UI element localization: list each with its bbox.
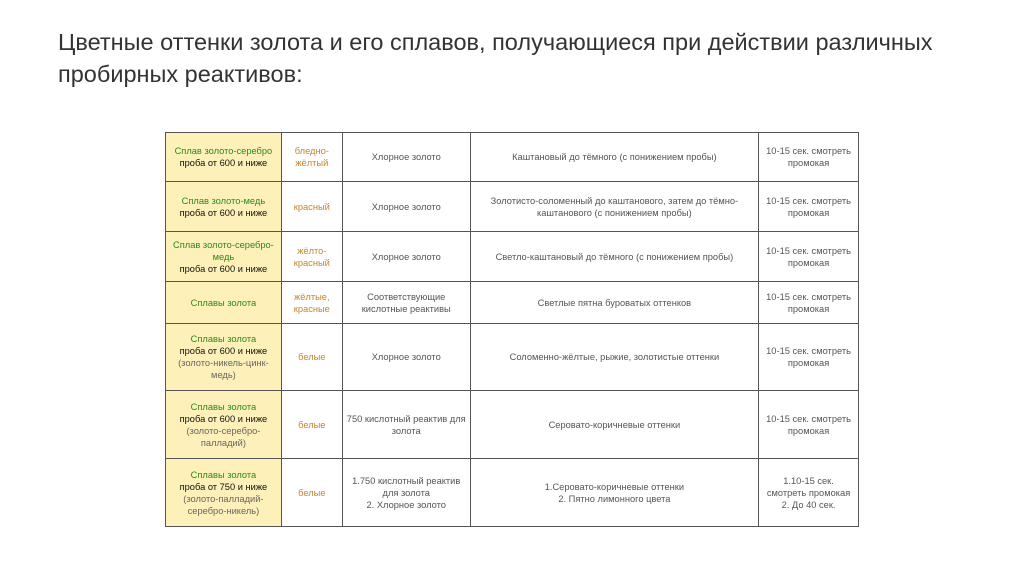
alloy-name: Сплав золото-медь	[181, 195, 266, 206]
alloy-probe: проба от 600 и ниже	[179, 413, 268, 424]
time-cell: 1.10-15 сек. смотреть промокая 2. До 40 сек.	[759, 459, 859, 527]
time-cell: 10-15 сек. смотреть промокая	[759, 391, 859, 459]
time-cell: 10-15 сек. смотреть промокая	[759, 232, 859, 282]
alloy-cell	[166, 232, 282, 282]
alloy-cell	[166, 133, 282, 182]
reagent-cell: Хлорное золото	[342, 182, 470, 232]
color-cell: красный	[281, 182, 342, 232]
alloy-probe: проба от 600 и ниже	[179, 207, 268, 218]
alloy-composition: (золото-серебро-палладий)	[186, 425, 261, 448]
result-cell: Соломенно-жёлтые, рыжие, золотистые оттенки	[470, 324, 758, 391]
color-cell: бледно-жёлтый	[281, 133, 342, 182]
result-cell: Светло-каштановый до тёмного (с понижением пробы)	[470, 232, 758, 282]
reagent-cell: 750 кислотный реактив для золота	[342, 391, 470, 459]
table-row	[166, 282, 859, 324]
alloy-name: Сплав золото-серебро-медь	[173, 239, 274, 262]
alloy-name: Сплавы золота	[190, 334, 257, 344]
result-cell: Светлые пятна буроватых оттенков	[470, 282, 758, 324]
color-cell: жёлто-красный	[281, 232, 342, 282]
reagent-cell: Хлорное золото	[342, 232, 470, 282]
alloy-cell	[166, 282, 282, 324]
alloy-name: Сплавы золота	[190, 469, 257, 480]
alloy-cell	[166, 324, 282, 391]
time-cell: 10-15 сек. смотреть промокая	[759, 282, 859, 324]
reagent-table	[165, 132, 859, 527]
result-cell: Серовато-коричневые оттенки	[470, 391, 758, 459]
result-cell: Золотисто-соломенный до каштанового, затем до тёмно-каштанового (с понижением пробы)	[470, 182, 758, 232]
alloy-probe: проба от 600 и ниже	[179, 346, 268, 356]
slide-title: Цветные оттенки золота и его сплавов, получающиеся при действии различных пробирных реактивов:	[58, 29, 933, 87]
table-row	[166, 232, 859, 282]
color-cell: белые	[281, 324, 342, 391]
alloy-cell	[166, 182, 282, 232]
table-row	[166, 459, 859, 527]
alloy-probe: проба от 600 и ниже	[179, 263, 268, 274]
alloy-cell	[166, 391, 282, 459]
reagent-cell: Хлорное золото	[342, 324, 470, 391]
table-row	[166, 133, 859, 182]
time-cell: 10-15 сек. смотреть промокая	[759, 133, 859, 182]
alloy-probe: проба от 600 и ниже	[179, 158, 268, 168]
alloy-composition: (золото-никель-цинк-медь)	[178, 358, 269, 380]
reagent-cell: 1.750 кислотный реактив для золота 2. Хлорное золото	[342, 459, 470, 527]
reagent-cell: Соответствующие кислотные реактивы	[342, 282, 470, 324]
table-row	[166, 182, 859, 232]
alloy-name: Сплавы золота	[190, 297, 257, 308]
alloy-probe: проба от 750 и ниже	[179, 481, 268, 492]
table-row	[166, 391, 859, 459]
time-cell: 10-15 сек. смотреть промокая	[759, 324, 859, 391]
color-cell: белые	[281, 391, 342, 459]
result-cell: Каштановый до тёмного (с понижением пробы)	[470, 133, 758, 182]
alloy-name: Сплав золото-серебро	[174, 146, 273, 156]
alloy-cell	[166, 459, 282, 527]
color-cell: жёлтые, красные	[281, 282, 342, 324]
alloy-name: Сплавы золота	[190, 401, 257, 412]
color-cell: белые	[281, 459, 342, 527]
table-row	[166, 324, 859, 391]
time-cell: 10-15 сек. смотреть промокая	[759, 182, 859, 232]
result-cell: 1.Серовато-коричневые оттенки 2. Пятно лимонного цвета	[470, 459, 758, 527]
reagent-cell: Хлорное золото	[342, 133, 470, 182]
alloy-composition: (золото-палладий-серебро-никель)	[183, 493, 264, 516]
